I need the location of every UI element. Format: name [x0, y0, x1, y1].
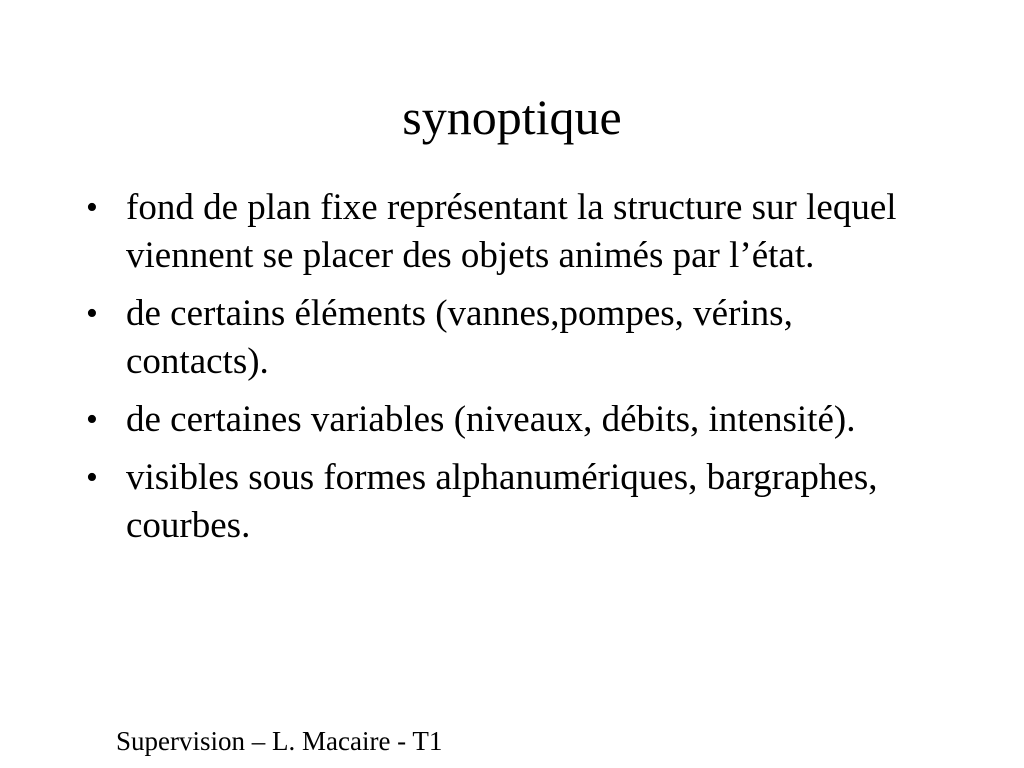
slide-footer: Supervision – L. Macaire - T1 — [116, 726, 443, 756]
bullet-item — [86, 396, 916, 444]
bullet-text: de certaines variables (niveaux, débits, intensité). — [126, 399, 856, 440]
bullet-item — [86, 290, 916, 386]
bullet-dot-icon: • — [86, 459, 98, 496]
bullet-text: fond de plan fixe représentant la structure sur lequel viennent se placer des objets animés par l’état. — [126, 187, 897, 276]
bullet-dot-icon: • — [86, 189, 98, 226]
slide-title: synoptique — [402, 88, 622, 145]
bullet-text: de certains éléments (vannes,pompes, vérins, contacts). — [126, 293, 793, 382]
bullet-dot-icon: • — [86, 295, 98, 332]
bullet-dot-icon: • — [86, 401, 98, 438]
bullet-item — [86, 454, 916, 550]
bullet-text: visibles sous formes alphanumériques, bargraphes, courbes. — [126, 457, 878, 546]
bullet-list — [86, 184, 916, 560]
bullet-item — [86, 184, 916, 280]
